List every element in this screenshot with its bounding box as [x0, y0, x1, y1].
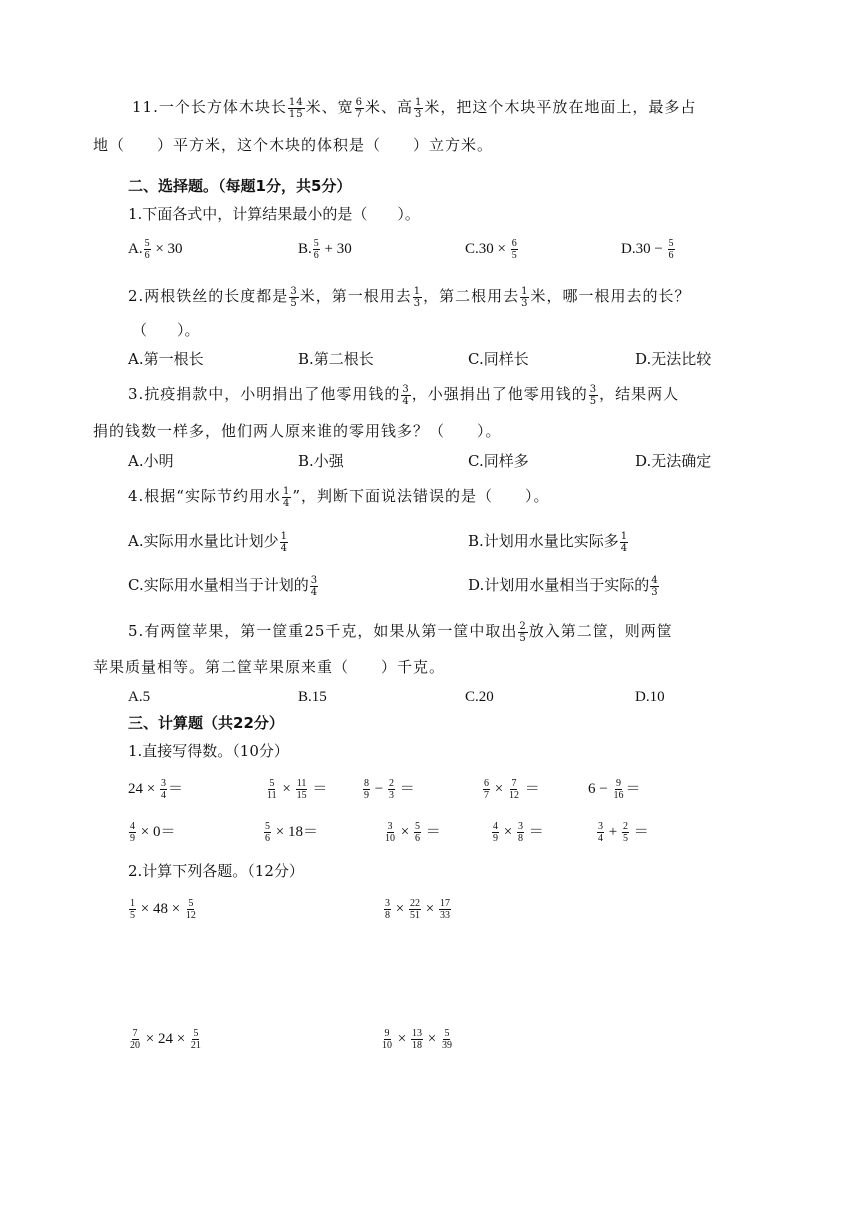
fraction [622, 821, 629, 844]
fraction [289, 286, 298, 309]
numerator: 1 [620, 530, 628, 542]
denominator: 4 [160, 790, 166, 802]
numerator: 3 [160, 778, 166, 790]
numerator: 2 [519, 620, 527, 632]
text: 米、宽 [305, 98, 354, 116]
calc-sub-2: 2.计算下列各题。（12分） [128, 862, 304, 880]
text: ”，判断下面说法错误的是（ ）。 [292, 487, 550, 505]
text: ＝ [633, 824, 649, 840]
mental-calc-item [362, 778, 415, 801]
q5-option-b: B.15 [298, 689, 327, 705]
fraction [388, 778, 395, 801]
denominator: 3 [413, 297, 422, 309]
denominator: 11 [267, 790, 277, 802]
fraction [441, 1028, 453, 1051]
q5-line-1 [128, 620, 673, 644]
calc-sub-1: 1.直接写得数。（10分） [128, 742, 289, 760]
numerator: 6 [355, 96, 363, 108]
denominator: 3 [651, 586, 658, 598]
q3-option-c: C.同样多 [468, 452, 529, 470]
text: × [397, 1031, 407, 1047]
numerator: 1 [413, 285, 422, 297]
numerator: 9 [384, 1028, 390, 1040]
denominator: 10 [385, 833, 395, 845]
section-2-title: 二、选择题。（每题1分，共5分） [128, 177, 352, 195]
numerator: 3 [310, 574, 318, 586]
text: × 30 [155, 241, 183, 257]
numerator: 5 [414, 821, 420, 833]
calc-expression-2 [383, 898, 452, 921]
denominator: 6 [265, 833, 270, 845]
text: × 18＝ [275, 824, 318, 840]
q5-option-a: A.5 [128, 689, 151, 705]
q4-option-a [128, 530, 289, 554]
numerator: 5 [188, 898, 194, 910]
fraction [612, 778, 624, 801]
denominator: 5 [519, 632, 527, 644]
denominator: 8 [517, 833, 523, 845]
denominator: 12 [508, 790, 519, 802]
q1-option-b [298, 238, 352, 261]
q4-stem [128, 485, 550, 509]
text: ，小强捐出了他零用钱的 [411, 385, 588, 403]
text: B. [298, 241, 312, 257]
denominator: 6 [313, 250, 319, 262]
denominator: 6 [144, 250, 150, 262]
numerator: 4 [493, 821, 498, 833]
calc-expression-3 [128, 1028, 203, 1051]
denominator: 4 [620, 542, 628, 554]
fraction [363, 778, 370, 801]
q4-option-d [468, 574, 660, 598]
mental-calc-item [588, 778, 640, 801]
q2-option-b: B.第二根长 [298, 350, 374, 368]
q4-option-c [128, 574, 319, 598]
text: ＝ [625, 781, 641, 797]
text: 米，哪一根用去的长？ [530, 287, 691, 305]
fraction [409, 898, 421, 921]
numerator: 3 [290, 285, 298, 297]
text: × [395, 901, 405, 917]
text: × [282, 781, 291, 797]
denominator: 7 [355, 108, 363, 120]
denominator: 10 [382, 1040, 392, 1052]
numerator: 5 [269, 778, 275, 790]
q3-line-2: 捐的钱数一样多，他们两人原来谁的零用钱多？（ ）。 [93, 422, 502, 440]
fraction [185, 898, 197, 921]
fraction [620, 531, 628, 554]
numerator: 3 [598, 821, 603, 833]
numerator: 3 [517, 821, 523, 833]
fraction [190, 1028, 202, 1051]
text: ＝ [167, 781, 183, 797]
numerator: 4 [130, 821, 135, 833]
q2-option-a: A.第一根长 [128, 350, 204, 368]
mental-calc-item [491, 821, 544, 844]
q2-line-1 [128, 285, 690, 309]
fraction [129, 821, 136, 844]
q3-option-d: D.无法确定 [635, 452, 712, 470]
denominator: 9 [493, 833, 498, 845]
text: 4.根据“实际节约用水 [128, 487, 281, 505]
fraction [282, 486, 291, 509]
q5-line-2: 苹果质量相等。第二筐苹果原来重（ ）千克。 [93, 658, 446, 676]
text: ＝ [524, 781, 540, 797]
mental-calc-item [128, 778, 183, 801]
calc-expression-4 [380, 1028, 454, 1051]
fraction [355, 97, 364, 120]
fraction [401, 384, 410, 407]
numerator: 6 [511, 238, 517, 250]
fraction [518, 621, 527, 644]
denominator: 4 [402, 395, 410, 407]
text: × 24 × [145, 1031, 186, 1047]
denominator: 5 [130, 910, 135, 922]
text: D.30 − [621, 241, 663, 257]
numerator: 5 [144, 238, 150, 250]
q4-option-b [468, 530, 629, 554]
fraction [384, 821, 396, 844]
text: A. [128, 241, 143, 257]
fraction [414, 97, 423, 120]
fraction [384, 898, 391, 921]
fraction [597, 821, 604, 844]
fraction [589, 384, 598, 407]
q1-option-d [621, 238, 676, 261]
text: A.实际用水量比计划少 [128, 532, 279, 550]
text: × [494, 781, 504, 797]
numerator: 3 [589, 383, 598, 395]
denominator: 16 [613, 790, 624, 802]
numerator: 14 [288, 96, 304, 108]
numerator: 8 [364, 778, 369, 790]
fraction [414, 821, 421, 844]
fraction [439, 898, 451, 921]
numerator: 1 [282, 485, 291, 497]
numerator: 2 [388, 778, 394, 790]
text: × [425, 901, 435, 917]
fraction [413, 286, 422, 309]
denominator: 3 [388, 790, 394, 802]
q5-option-c: C.20 [465, 689, 494, 705]
text: × [427, 1031, 437, 1047]
numerator: 2 [622, 821, 628, 833]
numerator: 6 [484, 778, 489, 790]
text: 放入第二筐，则两筐 [528, 622, 673, 640]
denominator: 9 [364, 790, 369, 802]
numerator: 3 [402, 383, 410, 395]
numerator: 1 [521, 285, 529, 297]
text: ＝ [425, 824, 441, 840]
mental-calc-item [265, 778, 327, 801]
q2-line-2: （ ）。 [132, 321, 200, 339]
question-11-line-2: 地（ ）平方米，这个木块的体积是（ ）立方米。 [93, 136, 494, 154]
fraction [129, 1028, 141, 1051]
text: ＝ [399, 781, 415, 797]
text: ＝ [312, 781, 328, 797]
denominator: 5 [290, 297, 298, 309]
denominator: 18 [411, 1040, 422, 1052]
text: D.计划用水量相当于实际的 [468, 576, 650, 594]
fraction [160, 778, 167, 801]
text: ＝ [528, 824, 544, 840]
q3-option-b: B.小强 [298, 452, 344, 470]
fraction [517, 821, 524, 844]
q3-line-1 [128, 383, 679, 407]
text: ，结果两人 [599, 385, 680, 403]
text: + [608, 824, 618, 840]
numerator: 5 [193, 1028, 199, 1040]
text: C.30 × [465, 241, 506, 257]
fraction [511, 238, 518, 261]
text: 11.一个长方体木块长 [132, 98, 287, 116]
fraction [280, 531, 288, 554]
text: 米，把这个木块平放在地面上，最多占 [424, 98, 697, 116]
text: + 30 [324, 241, 352, 257]
section-3-title: 三、计算题（共22分） [128, 714, 284, 732]
fraction [508, 778, 520, 801]
denominator: 5 [589, 395, 598, 407]
q2-option-d: D.无法比较 [635, 350, 712, 368]
mental-calc-item [596, 821, 649, 844]
numerator: 5 [265, 821, 270, 833]
denominator: 6 [668, 250, 674, 262]
numerator: 7 [511, 778, 517, 790]
mental-calc-item [482, 778, 540, 801]
denominator: 4 [280, 542, 287, 554]
fraction [266, 778, 278, 801]
denominator: 39 [441, 1040, 452, 1052]
q3-option-a: A.小明 [128, 452, 174, 470]
denominator: 4 [282, 497, 291, 509]
text: 米，第一根用去 [299, 287, 412, 305]
text: C.实际用水量相当于计划的 [128, 576, 309, 594]
denominator: 12 [185, 910, 196, 922]
text: − [374, 781, 384, 797]
text: B.计划用水量比实际多 [468, 532, 619, 550]
denominator: 7 [484, 790, 489, 802]
q1-option-a [128, 238, 183, 261]
fraction [492, 821, 499, 844]
denominator: 15 [296, 790, 307, 802]
numerator: 11 [296, 778, 307, 790]
mental-calc-item [383, 821, 441, 844]
denominator: 4 [310, 586, 318, 598]
q5-option-d: D.10 [635, 689, 665, 705]
fraction [520, 286, 529, 309]
fraction [144, 238, 151, 261]
fraction [668, 238, 675, 261]
denominator: 33 [439, 910, 450, 922]
denominator: 3 [521, 297, 529, 309]
denominator: 3 [415, 108, 423, 120]
fraction [288, 97, 305, 120]
fraction [264, 821, 271, 844]
text: × [503, 824, 513, 840]
text: × 48 × [140, 901, 181, 917]
numerator: 7 [132, 1028, 138, 1040]
fraction [129, 898, 136, 921]
q1-option-c [465, 238, 519, 261]
calc-expression-1 [128, 898, 198, 921]
numerator: 9 [615, 778, 621, 790]
q2-option-c: C.同样长 [468, 350, 529, 368]
mental-calc-item [128, 821, 175, 844]
numerator: 3 [385, 898, 390, 910]
numerator: 1 [415, 96, 423, 108]
fraction [650, 575, 658, 598]
denominator: 4 [598, 833, 603, 845]
denominator: 21 [190, 1040, 201, 1052]
numerator: 4 [651, 574, 658, 586]
denominator: 6 [414, 833, 420, 845]
denominator: 8 [385, 910, 390, 922]
text: × [400, 824, 410, 840]
fraction [296, 778, 308, 801]
fraction [381, 1028, 393, 1051]
denominator: 15 [288, 108, 304, 120]
text: × 0＝ [140, 824, 176, 840]
fraction [483, 778, 490, 801]
q1-stem: 1.下面各式中，计算结果最小的是（ ）。 [128, 205, 420, 223]
fraction [313, 238, 320, 261]
denominator: 5 [622, 833, 628, 845]
text: 2.两根铁丝的长度都是 [128, 287, 289, 305]
fraction [310, 575, 318, 598]
numerator: 22 [409, 898, 420, 910]
numerator: 5 [668, 238, 674, 250]
text: 米、高 [364, 98, 413, 116]
denominator: 51 [409, 910, 420, 922]
numerator: 13 [411, 1028, 422, 1040]
text: 3.抗疫捐款中，小明捐出了他零用钱的 [128, 385, 401, 403]
numerator: 1 [130, 898, 135, 910]
numerator: 5 [444, 1028, 450, 1040]
mental-calc-item [263, 821, 318, 844]
numerator: 3 [387, 821, 393, 833]
question-11-line-1 [132, 96, 696, 120]
numerator: 1 [280, 530, 287, 542]
text: ，第二根用去 [423, 287, 520, 305]
denominator: 5 [511, 250, 517, 262]
fraction [411, 1028, 423, 1051]
numerator: 5 [313, 238, 319, 250]
text: 6 − [588, 781, 608, 797]
denominator: 20 [130, 1040, 140, 1052]
numerator: 17 [439, 898, 450, 910]
denominator: 9 [130, 833, 135, 845]
text: 5.有两筐苹果，第一筐重25千克，如果从第一筐中取出 [128, 622, 518, 640]
text: 24 × [128, 781, 156, 797]
